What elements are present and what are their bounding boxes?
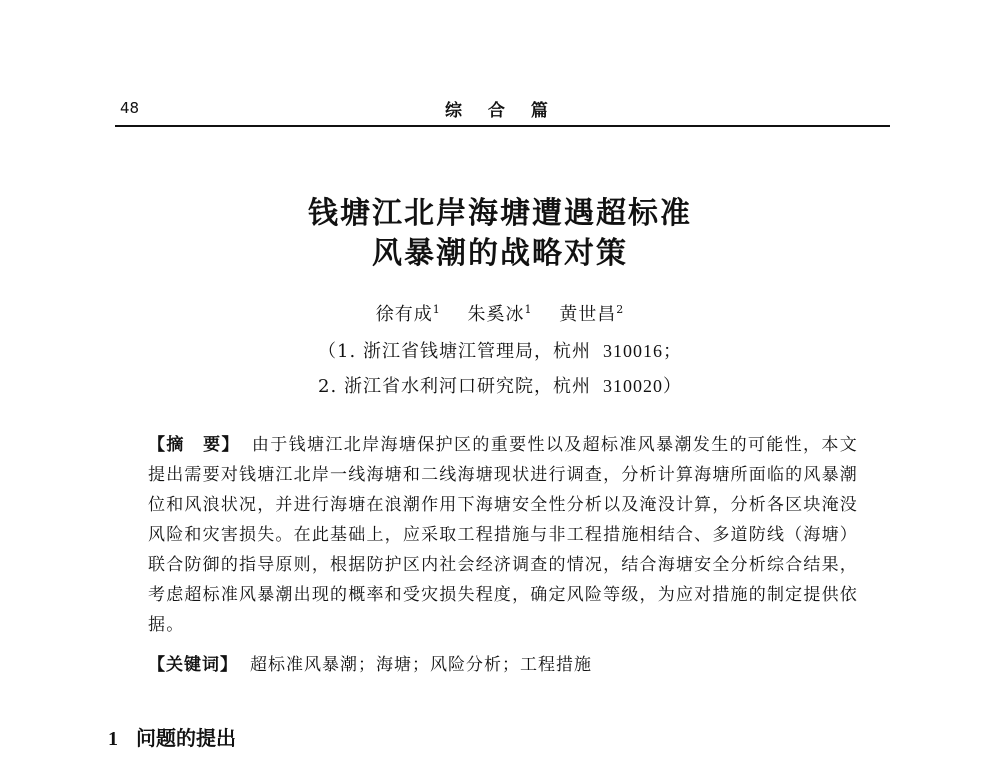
running-header: 综 合 篇 — [445, 101, 558, 121]
section-number: 1 — [108, 728, 118, 750]
affiliation-2: 2. 浙江省水利河口研究院，杭州 310020） — [318, 376, 682, 397]
author: 朱奚冰$^1$ — [467, 303, 533, 325]
affiliation-1: （1. 浙江省钱塘江管理局，杭州 310016； — [318, 341, 682, 362]
keywords-text: 超标准风暴潮；海塘；风险分析；工程措施 — [250, 655, 592, 675]
keywords — [148, 650, 592, 675]
paper-title-line-1: 钱塘江北岸海塘遭遇超标准 — [308, 196, 692, 231]
abstract-label: 【摘 要】 — [148, 435, 240, 455]
keywords-label: 【关键词】 — [148, 655, 238, 675]
paper-title-line-2: 风暴潮的战略对策 — [372, 236, 628, 271]
author: 黄世昌$^2$ — [559, 303, 625, 325]
section-title: 问题的提出 — [136, 726, 236, 750]
section-heading — [108, 722, 236, 751]
abstract-text: 由于钱塘江北岸海塘保护区的重要性以及超标准风暴潮发生的可能性，本文提出需要对钱塘江北岸一线海塘和二线海塘现状进行调查，分析计算海塘所面临的风暴潮位和风浪状况，并进行海塘在浪潮作用下海塘安全性分析以及淹没计算，分析各区块淹没风险和灾害损失。在此基础上，应采取工程措施与非工程措施相结合、多道防线（海塘）联合防御的指导原则，根据防护区内社会经济调查的情况，结合海塘安全分析综合结果，考虑超标准风暴潮出现的概率和受灾损失程度，确定风险等级，为应对措施的制定提供依据。 — [148, 435, 859, 635]
author-list — [0, 300, 1000, 326]
page-number: 48 — [120, 99, 140, 117]
header-rule — [115, 125, 890, 127]
author: 徐有成$^1$ — [375, 303, 441, 325]
abstract — [148, 430, 858, 640]
